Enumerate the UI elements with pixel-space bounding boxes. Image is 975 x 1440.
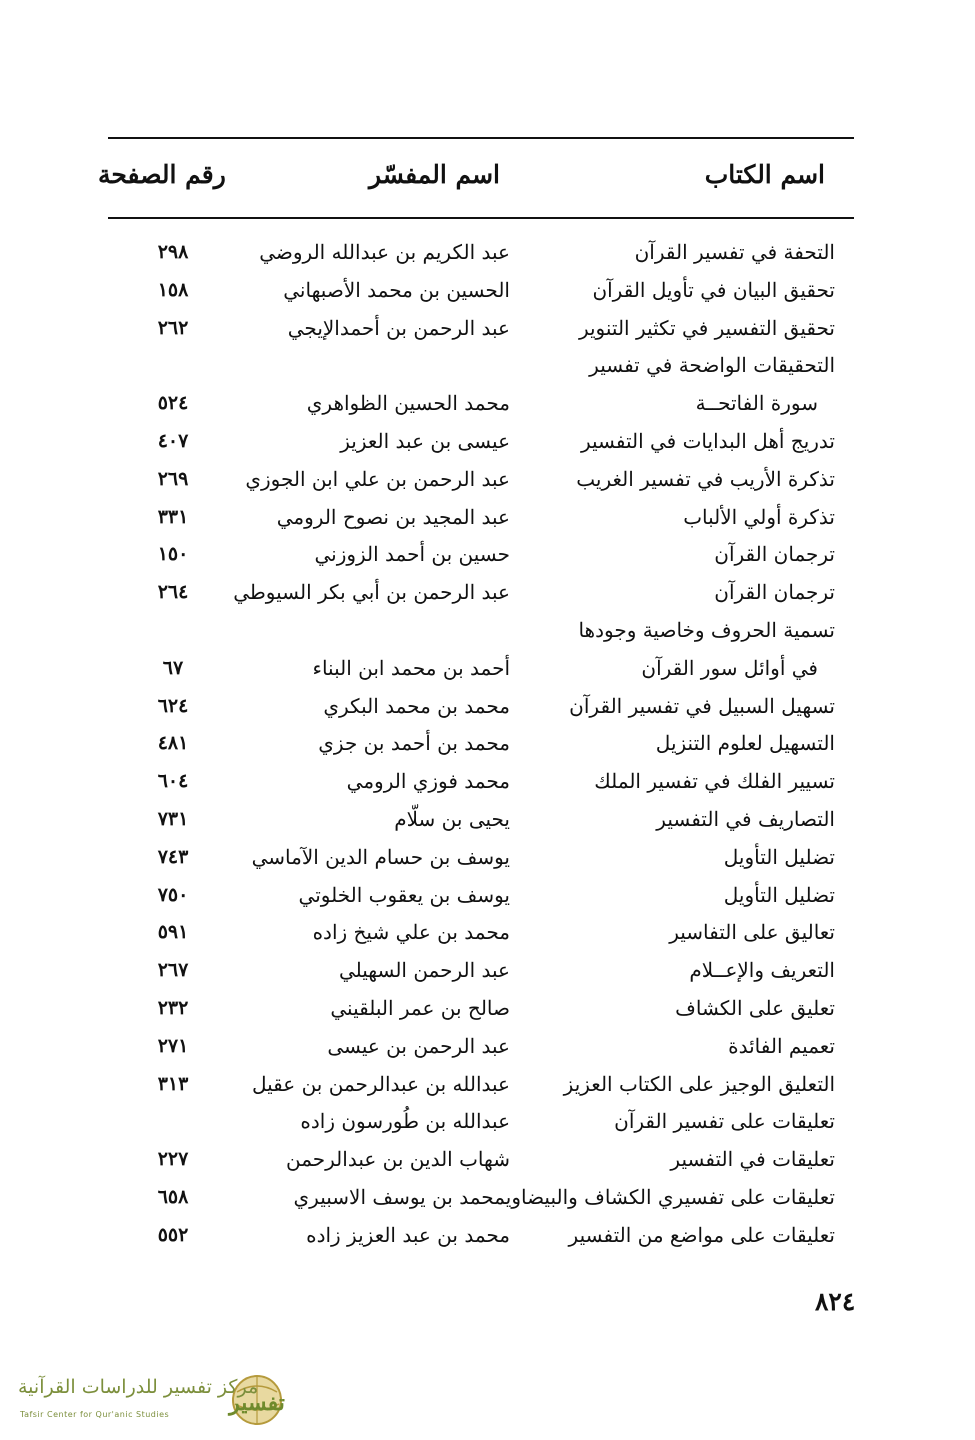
author-name: محمد الحسين الظواهري bbox=[306, 391, 510, 416]
page-ref: ٦٧ bbox=[162, 656, 184, 679]
table-row bbox=[0, 348, 975, 382]
column-header-book: اسم الكتاب bbox=[704, 160, 825, 189]
column-header-author: اسم المفسّر bbox=[369, 160, 500, 189]
author-name: عيسى بن عبد العزيز bbox=[340, 429, 510, 453]
book-title: تعليقات في التفسير bbox=[670, 1147, 835, 1172]
book-title: تدريج أهل البدايات في التفسير bbox=[580, 429, 835, 453]
book-title: تعليقات على تفسيري الكشاف والبيضاويمحمد بن يوسف الاسبيري bbox=[293, 1185, 835, 1209]
book-title: التحقيقات الواضحة في تفسير bbox=[589, 353, 835, 378]
page-ref: ٢٦٢ bbox=[157, 316, 189, 339]
book-title: ترجمان القرآن bbox=[714, 580, 835, 605]
page-ref: ٢٦٩ bbox=[157, 467, 189, 490]
top-rule bbox=[108, 137, 854, 139]
book-title: تحقيق البيان في تأويل القرآن bbox=[592, 277, 835, 302]
book-title: تذكرة أولي الألباب bbox=[683, 504, 835, 529]
table-row bbox=[0, 424, 975, 458]
column-header-page: رقم الصفحة bbox=[98, 160, 226, 189]
page-ref: ٢٣٢ bbox=[157, 997, 189, 1019]
table-row bbox=[0, 613, 975, 647]
book-title: تحقيق التفسير في تكثير التنوير bbox=[578, 315, 835, 340]
author-name: يوسف بن يعقوب الخلوتي bbox=[298, 882, 510, 907]
table-row bbox=[0, 575, 975, 609]
page-ref: ٧٤٣ bbox=[157, 845, 189, 868]
book-title: تعليق على الكشاف bbox=[675, 996, 835, 1020]
author-name: عبد الكريم بن عبدالله الروضي bbox=[259, 240, 510, 264]
table-row bbox=[0, 462, 975, 496]
book-title: تضليل التأويل bbox=[723, 844, 835, 869]
table-row bbox=[0, 878, 975, 912]
book-title: التعليق الوجيز على الكتاب العزيز bbox=[563, 1071, 835, 1096]
book-title: تضليل التأويل bbox=[723, 882, 835, 907]
page-ref: ٦٠٤ bbox=[157, 770, 189, 793]
author-name: يحيى بن سلّام bbox=[394, 807, 510, 831]
author-name: الحسين بن محمد الأصبهاني bbox=[283, 277, 510, 302]
page-ref: ١٥٠ bbox=[157, 543, 189, 566]
table-row bbox=[0, 1104, 975, 1138]
author-name: صالح بن عمر البلقيني bbox=[330, 996, 510, 1020]
logo-subtitle: Tafsir Center for Qur'anic Studies bbox=[20, 1410, 170, 1419]
logo-mark-text: تفسير bbox=[229, 1390, 285, 1416]
book-title: تسمية الحروف وخاصية وجودها bbox=[578, 618, 835, 642]
author-name: أحمد بن محمد ابن البناء bbox=[312, 655, 510, 680]
author-name: محمد بن علي شيخ زاده bbox=[312, 920, 510, 945]
author-name: محمد بن عبد العزيز زاده bbox=[306, 1222, 510, 1247]
author-name: عبدالله بن عبدالرحمن بن عقيل bbox=[251, 1071, 510, 1096]
logo-title: مركز تفسير للدراسات القرآنية bbox=[18, 1376, 259, 1398]
table-row bbox=[0, 764, 975, 798]
book-title: التسهيل لعلوم التنزيل bbox=[655, 731, 835, 756]
page-ref: ٦٢٤ bbox=[157, 694, 189, 717]
book-title: تعليقات على مواضع من التفسير bbox=[568, 1222, 835, 1247]
page-ref: ١٥٨ bbox=[157, 278, 189, 301]
page-ref: ٥٥٢ bbox=[157, 1223, 189, 1246]
book-title: ترجمان القرآن bbox=[714, 542, 835, 567]
author-name: شهاب الدين بن عبدالرحمن bbox=[285, 1147, 510, 1172]
page-ref: ٢٦٧ bbox=[157, 959, 189, 982]
author-name: عبد الرحمن بن أبي بكر السيوطي bbox=[233, 580, 510, 605]
table-row bbox=[0, 1180, 975, 1214]
author-name: محمد بن أحمد بن جزي bbox=[318, 731, 510, 756]
page-ref: ٣٣١ bbox=[157, 505, 189, 528]
table-row bbox=[0, 651, 975, 685]
author-name: عبد الرحمن بن أحمدالإيجي bbox=[287, 315, 510, 340]
page-ref: ٦٥٨ bbox=[157, 1186, 189, 1208]
table-row bbox=[0, 802, 975, 836]
table-row bbox=[0, 1067, 975, 1101]
book-title: تعميم الفائدة bbox=[728, 1033, 835, 1058]
table-row bbox=[0, 537, 975, 571]
author-name: عبد المجيد بن نصوح الرومي bbox=[276, 504, 510, 529]
page-ref: ٢٦٤ bbox=[157, 581, 189, 604]
book-title: تعليقات على تفسير القرآن bbox=[614, 1109, 835, 1134]
book-title: سورة الفاتحــة bbox=[695, 391, 818, 416]
author-name: عبدالله بن طُورسون زاده bbox=[300, 1109, 510, 1134]
table-row bbox=[0, 953, 975, 987]
author-name: محمد بن محمد البكري bbox=[323, 693, 510, 718]
page-ref: ٢٩٨ bbox=[157, 241, 189, 263]
book-title: التحفة في تفسير القرآن bbox=[634, 240, 835, 264]
author-name: عبد الرحمن بن علي ابن الجوزي bbox=[245, 466, 510, 491]
table-row bbox=[0, 1218, 975, 1252]
book-title: تسيير الفلك في تفسير الملك bbox=[594, 769, 835, 794]
author-name: حسين بن أحمد الزوزني bbox=[314, 542, 510, 567]
page-ref: ٥٢٤ bbox=[157, 392, 189, 415]
table-row bbox=[0, 311, 975, 345]
book-title: التصاريف في التفسير bbox=[656, 807, 835, 831]
table-row bbox=[0, 1029, 975, 1063]
page-ref: ٤٨١ bbox=[157, 732, 189, 755]
table-row bbox=[0, 726, 975, 760]
table-row bbox=[0, 500, 975, 534]
table-row bbox=[0, 689, 975, 723]
book-title: تسهيل السبيل في تفسير القرآن bbox=[569, 693, 835, 718]
author-name: محمد فوزي الرومي bbox=[346, 769, 510, 794]
page-ref: ٣١٣ bbox=[157, 1072, 189, 1095]
table-row bbox=[0, 386, 975, 420]
page-ref: ٧٣١ bbox=[157, 808, 189, 830]
table-row bbox=[0, 915, 975, 949]
book-title: في أوائل سور القرآن bbox=[641, 655, 818, 680]
table-row bbox=[0, 1142, 975, 1176]
table-row bbox=[0, 840, 975, 874]
table-row bbox=[0, 991, 975, 1025]
author-name: عبد الرحمن السهيلي bbox=[338, 958, 510, 983]
book-title: تعاليق على التفاسير bbox=[669, 920, 835, 945]
author-name: يوسف بن حسام الدين الآماسي bbox=[251, 844, 510, 869]
header-rule bbox=[108, 217, 854, 219]
book-title: التعريف والإعــلام bbox=[689, 958, 835, 983]
table-row bbox=[0, 273, 975, 307]
page-ref: ٥٩١ bbox=[157, 921, 189, 944]
page-number: ٨٢٤ bbox=[815, 1287, 856, 1316]
table-row bbox=[0, 235, 975, 269]
book-title: تذكرة الأريب في تفسير الغريب bbox=[576, 466, 835, 491]
author-name: عبد الرحمن بن عيسى bbox=[327, 1033, 510, 1058]
page-ref: ٢٢٧ bbox=[157, 1148, 189, 1171]
page-ref: ٤٠٧ bbox=[157, 430, 189, 452]
page-ref: ٧٥٠ bbox=[157, 883, 189, 906]
page-ref: ٢٧١ bbox=[157, 1034, 189, 1057]
